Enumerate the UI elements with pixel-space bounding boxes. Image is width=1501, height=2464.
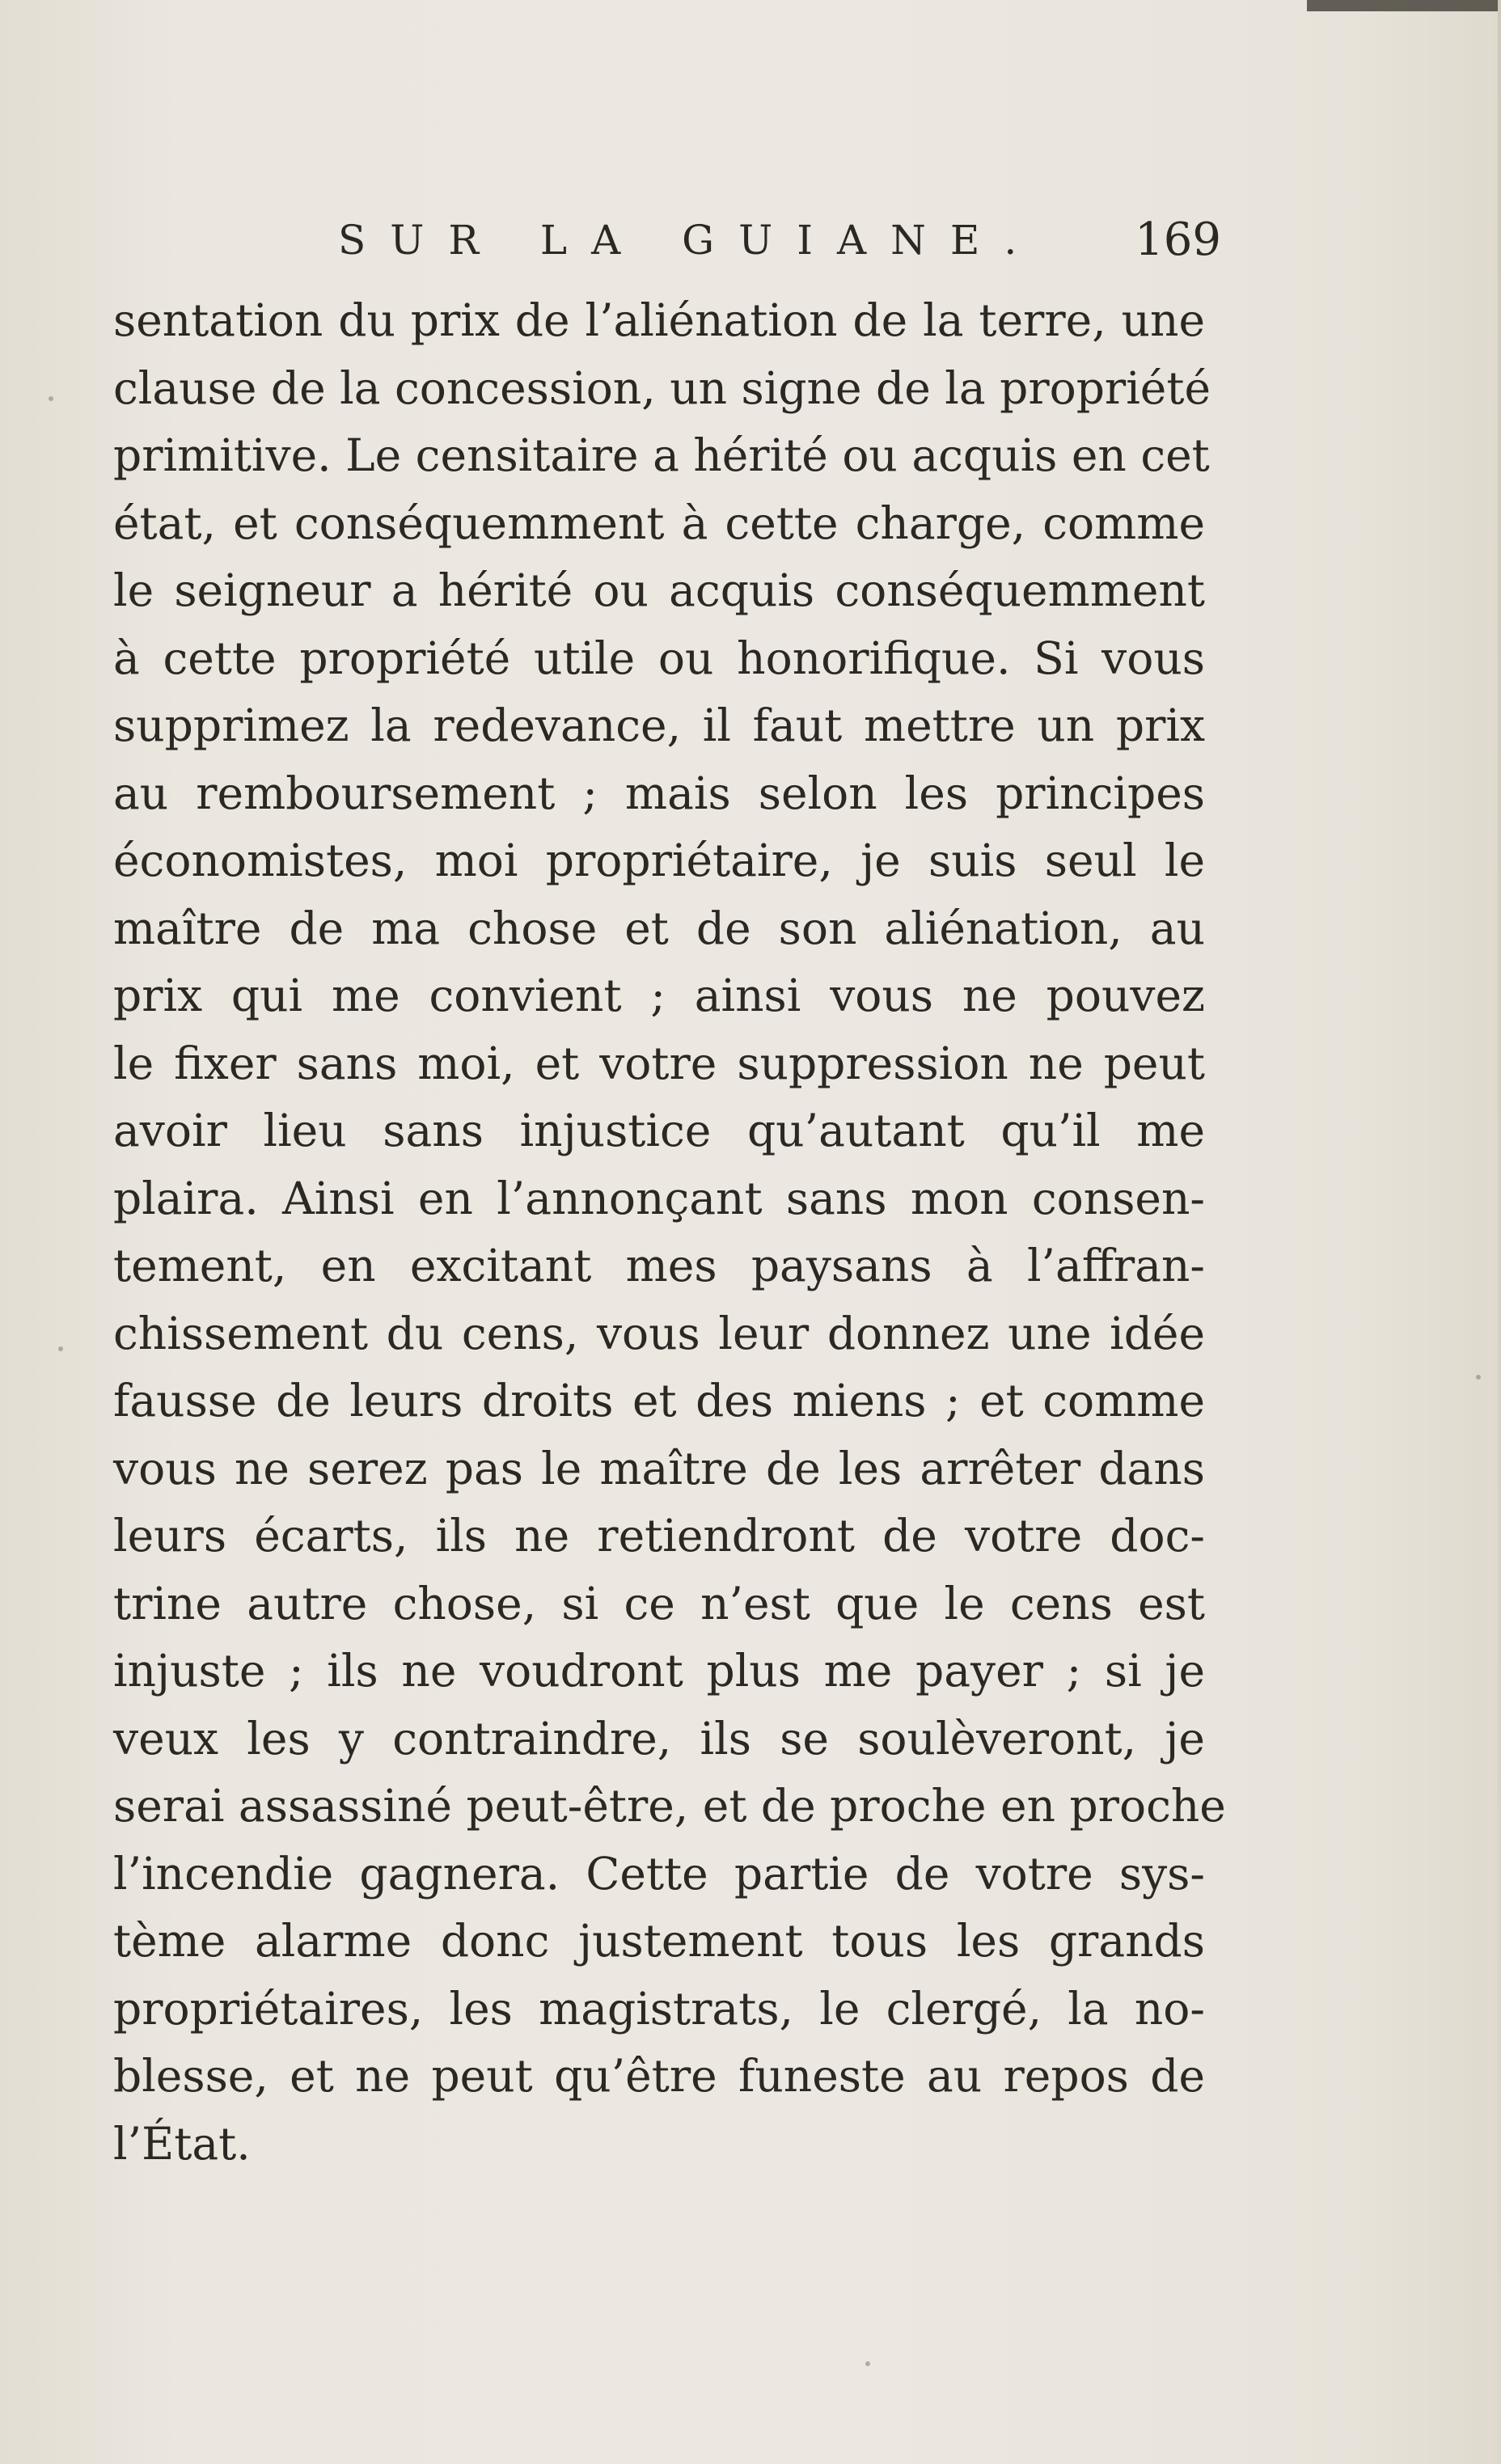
page-edge-mark (1307, 0, 1501, 11)
paper-speck (49, 396, 53, 401)
text-line: économistes, moi propriétaire, je suis seul le (113, 835, 1205, 886)
text-line: injuste ; ils ne voudront plus me payer ; si je (113, 1645, 1205, 1697)
text-line: tème alarme donc justement tous les grands (113, 1915, 1205, 1967)
text-line: propriétaires, les magistrats, le clergé, la no- (113, 1982, 1205, 2035)
text-line: le seigneur a hérité ou acquis conséquemment (113, 564, 1205, 616)
text-line: veux les y contraindre, ils se soulèveront, je (113, 1712, 1205, 1765)
text-line: état, et conséquemment à cette charge, comme (113, 497, 1205, 549)
text-line: prix qui me convient ; ainsi vous ne pouvez (113, 970, 1205, 1021)
text-line: au remboursement ; mais selon les principes (113, 767, 1205, 819)
text-line-last: l’État. (113, 2117, 251, 2170)
paper-speck (1476, 1375, 1481, 1380)
page-number: 169 (1135, 213, 1221, 266)
text-line: leurs écarts, ils ne retiendront de votre doc- (113, 1510, 1205, 1562)
text-line: tement, en excitant mes paysans à l’affran- (113, 1240, 1205, 1291)
text-line: fausse de leurs droits et des miens ; et comme (113, 1375, 1205, 1426)
text-line: chissement du cens, vous leur donnez une idée (113, 1307, 1205, 1359)
body-text (113, 287, 1226, 2178)
text-line: primitive. Le censitaire a hérité ou acquis en cet (113, 429, 1210, 481)
text-line: plaira. Ainsi en l’annonçant sans mon consen- (113, 1172, 1205, 1224)
text-line: trine autre chose, si ce n’est que le cens est (113, 1577, 1205, 1629)
text-line: à cette propriété utile ou honorifique. Si vous (113, 632, 1205, 684)
text-line: maître de ma chose et de son aliénation, au (113, 902, 1205, 954)
text-line: le fixer sans moi, et votre suppression ne peut (113, 1037, 1205, 1089)
text-line: vous ne serez pas le maître de les arrêter dans (113, 1442, 1205, 1494)
text-line: sentation du prix de l’aliénation de la terre, une (113, 294, 1205, 346)
paper-speck (58, 1346, 63, 1351)
running-title: SUR LA GUIANE. (338, 217, 1042, 264)
text-line: l’incendie gagnera. Cette partie de votre sys- (113, 1847, 1205, 1900)
text-line: clause de la concession, un signe de la propriété (113, 361, 1211, 414)
paper-speck (865, 2361, 870, 2366)
text-line: avoir lieu sans injustice qu’autant qu’il me (113, 1105, 1205, 1156)
running-head (338, 212, 1221, 268)
text-line: serai assassiné peut-être, et de proche en proche (113, 1780, 1226, 1832)
text-line: blesse, et ne peut qu’être funeste au repos de (113, 2050, 1205, 2102)
page-edge (1498, 0, 1501, 2464)
text-line: supprimez la redevance, il faut mettre un prix (113, 699, 1205, 751)
